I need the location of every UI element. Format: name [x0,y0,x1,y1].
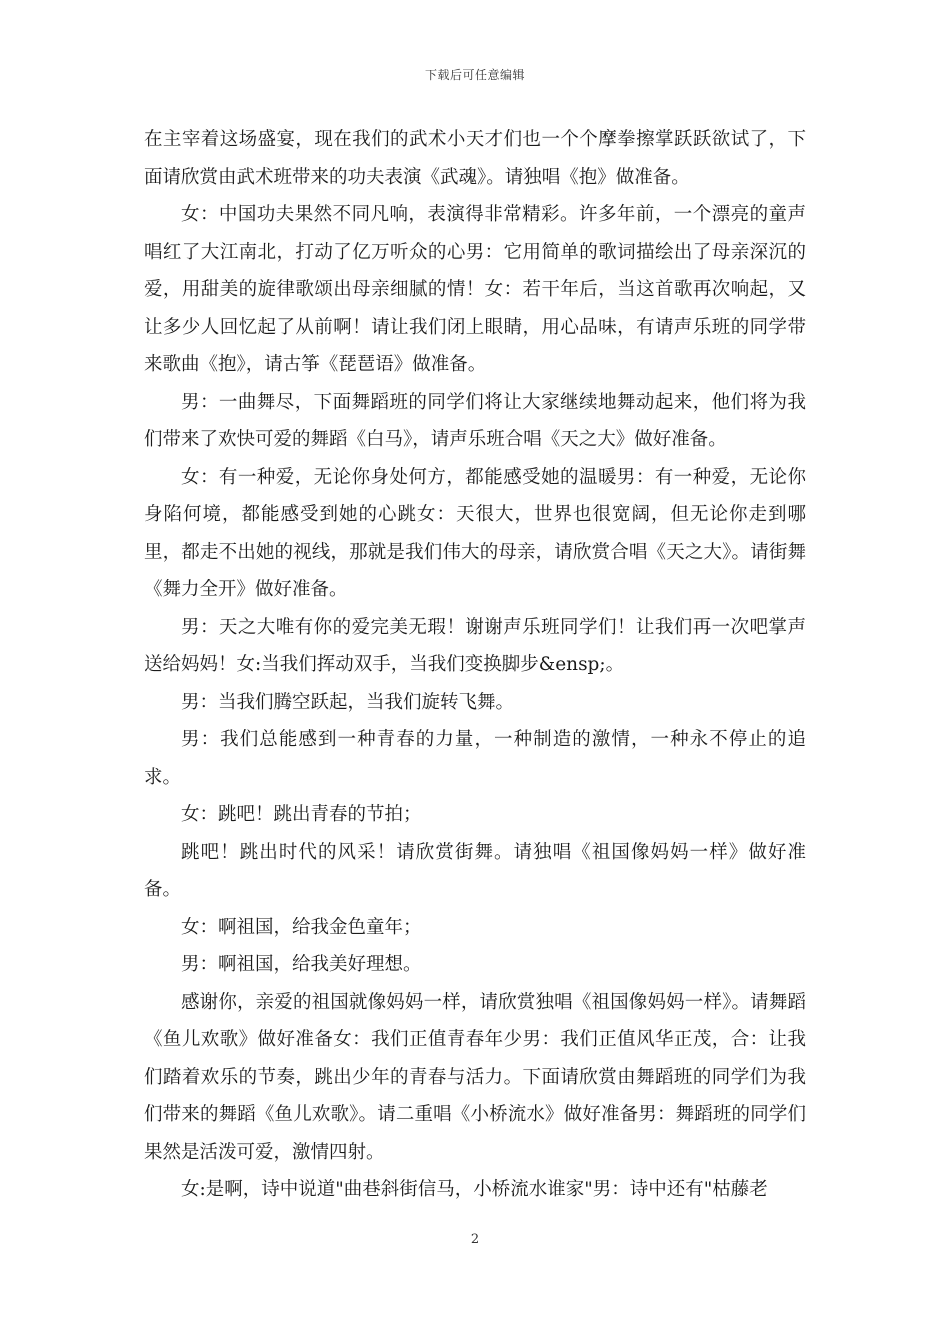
page-header: 下载后可任意编辑 [424,68,525,82]
page-number: 2 [470,1232,480,1247]
paragraph: 男：天之大唯有你的爱完美无瑕！谢谢声乐班同学们！让我们再一次吧掌声送给妈妈！女:当我们挥动双手，当我们变换脚步&ensp;。 [144,616,806,675]
paragraph: 女：啊祖国，给我金色童年； [181,916,422,938]
paragraph: 女:是啊，诗中说道"曲巷斜街信马，小桥流水谁家"男：诗中还有"枯藤老 [181,1179,768,1200]
paragraph: 男：一曲舞尽，下面舞蹈班的同学们将让大家继续地舞动起来，他们将为我们带来了欢快可爱的舞蹈《白马》，请声乐班合唱《天之大》做好准备。 [144,391,806,450]
paragraph: 在主宰着这场盛宴，现在我们的武术小天才们也一个个摩拳擦掌跃跃欲试了，下面请欣赏由武术班带来的功夫表演《武魂》。请独唱《抱》做准备。 [144,129,806,188]
paragraph: 女：中国功夫果然不同凡响，表演得非常精彩。许多年前，一个漂亮的童声唱红了大江南北，打动了亿万听众的心男：它用简单的歌词描绘出了母亲深沉的爱，用甜美的旋律歌颂出母亲细腻的情！女：若干年后，当这首歌再次响起，又让多少人回忆起了从前啊！请让我们闭上眼睛，用心品味，有请声乐班的同学带来歌曲《抱》，请古筝《琵琶语》做准备。 [144,204,806,375]
paragraph: 女：跳吧！跳出青春的节拍； [181,804,422,825]
paragraph: 跳吧！跳出时代的风采！请欣赏街舞。请独唱《祖国像妈妈一样》做好准备。 [144,841,806,900]
document-body [144,121,806,1209]
paragraph: 男：啊祖国，给我美好理想。 [181,954,422,975]
paragraph: 感谢你，亲爱的祖国就像妈妈一样，请欣赏独唱《祖国像妈妈一样》。请舞蹈《鱼儿欢歌》做好准备女：我们正值青春年少男：我们正值风华正茂，合：让我们踏着欢乐的节奏，跳出少年的青春与活力。下面请欣赏由舞蹈班的同学们为我们带来的舞蹈《鱼儿欢歌》。请二重唱《小桥流水》做好准备男：舞蹈班的同学们果然是活泼可爱，激情四射。 [144,991,806,1163]
paragraph: 女：有一种爱，无论你身处何方，都能感受她的温暖男：有一种爱，无论你身陷何境，都能感受到她的心跳女：天很大，世界也很宽阔，但无论你走到哪里，都走不出她的视线，那就是我们伟大的母亲，请欣赏合唱《天之大》。请街舞《舞力全开》做好准备。 [144,466,806,600]
paragraph: 男：当我们腾空跃起，当我们旋转飞舞。 [181,691,515,713]
paragraph: 男：我们总能感到一种青春的力量，一种制造的激情，一种永不停止的追求。 [144,729,806,788]
